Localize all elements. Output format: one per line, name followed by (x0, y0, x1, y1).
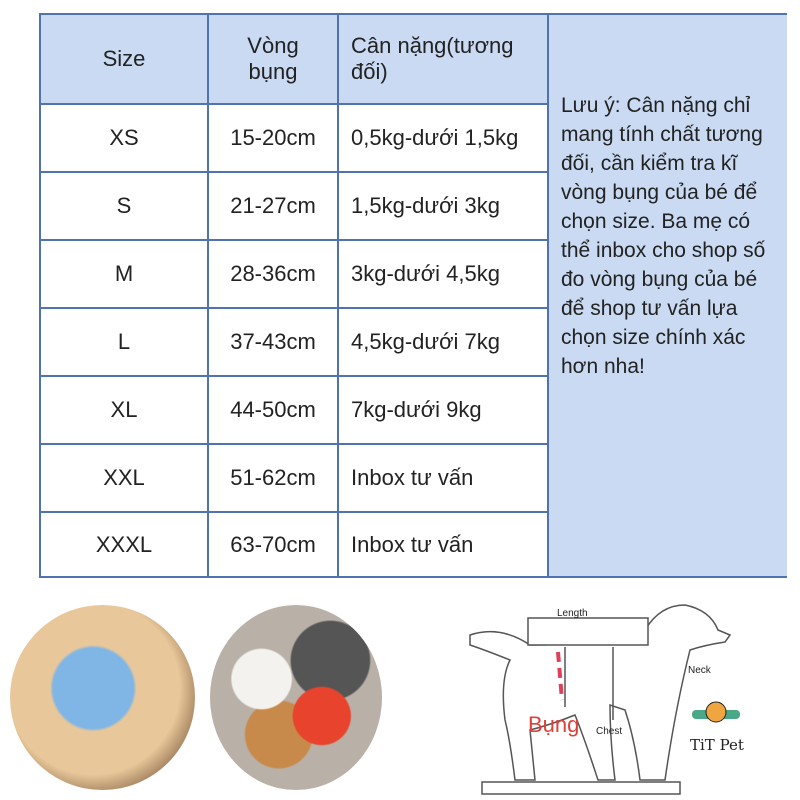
table-cell-size: XXL (41, 445, 209, 513)
tit-pet-logo (690, 702, 744, 754)
svg-text:TiT Pet: TiT Pet (690, 736, 744, 754)
label-chest: Chest (596, 726, 623, 737)
table-cell-belly: 28-36cm (209, 241, 339, 309)
table-cell-weight: 7kg-dưới 9kg (339, 377, 549, 445)
table-cell-weight: Inbox tư vấn (339, 513, 549, 578)
table-cell-belly: 44-50cm (209, 377, 339, 445)
table-cell-size: XS (41, 105, 209, 173)
table-cell-belly: 15-20cm (209, 105, 339, 173)
table-cell-size: L (41, 309, 209, 377)
photo-diaper-products (210, 605, 382, 790)
table-cell-belly: 37-43cm (209, 309, 339, 377)
table-cell-belly: 63-70cm (209, 513, 339, 578)
label-neck: Neck (688, 665, 711, 676)
header-weight: Cân nặng(tương đối) (339, 15, 549, 105)
table-cell-size: XXXL (41, 513, 209, 578)
table-cell-belly: 21-27cm (209, 173, 339, 241)
table-cell-size: S (41, 173, 209, 241)
table-cell-size: XL (41, 377, 209, 445)
table-cell-weight: Inbox tư vấn (339, 445, 549, 513)
table-cell-weight: 3kg-dưới 4,5kg (339, 241, 549, 309)
label-length: Length (557, 608, 588, 619)
table-cell-belly: 51-62cm (209, 445, 339, 513)
table-cell-weight: 0,5kg-dưới 1,5kg (339, 105, 549, 173)
table-cell-weight: 4,5kg-dưới 7kg (339, 309, 549, 377)
size-table (39, 13, 787, 578)
photo-dog-wearing-diaper (10, 605, 195, 790)
table-cell-weight: 1,5kg-dưới 3kg (339, 173, 549, 241)
label-belly: Bụng (528, 712, 580, 737)
dog-measurement-diagram (460, 590, 800, 800)
header-belly: Vòng bụng (209, 15, 339, 105)
table-cell-size: M (41, 241, 209, 309)
note-text: Lưu ý: Cân nặng chỉ mang tính chất tương đối, cần kiểm tra kĩ vòng bụng của bé để chọn size. Ba mẹ có thể inbox cho shop số đo vòng bụng của bé để shop tư vấn lựa chọn size chính xác hơn nha! (549, 15, 787, 576)
header-size: Size (41, 15, 209, 105)
